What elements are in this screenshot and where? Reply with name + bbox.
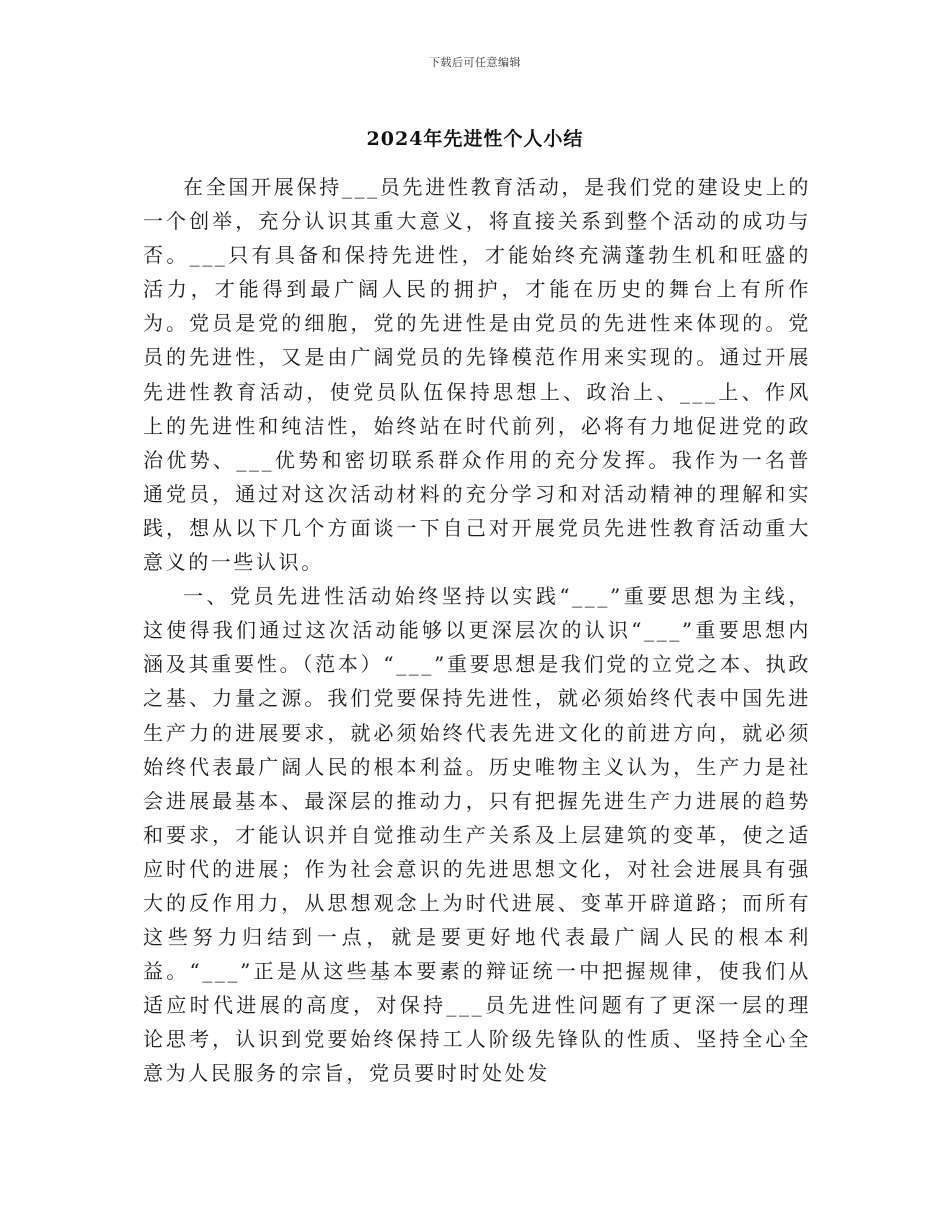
paragraph-intro: 在全国开展保持___员先进性教育活动，是我们党的建设史上的一个创举，充分认识其重大意义，将直接关系到整个活动的成功与否。___只有具备和保持先进性，才能始终充满蓬勃生机和旺盛的活力，才能得到最广阔人民的拥护，才能在历史的舞台上有所作为。党员是党的细胞，党的先进性是由党员的先进性来体现的。党员的先进性，又是由广阔党员的先锋模范作用来实现的。通过开展先进性教育活动，使党员队伍保持思想上、政治上、___上、作风上的先进性和纯洁性，始终站在时代前列，必将有力地促进党的政治优势、___优势和密切联系群众作用的充分发挥。我作为一名普通党员，通过对这次活动材料的充分学习和对活动精神的理解和实践，想从以下几个方面谈一下自己对开展党员先进性教育活动重大意义的一些认识。 [143,175,811,575]
document-body [143,170,811,1091]
header-note: 下载后可任意编辑 [429,56,521,69]
paragraph-section-one: 一、党员先进性活动始终坚持以实践“___”重要思想为主线，这使得我们通过这次活动能够以更深层次的认识“___”重要思想内涵及其重要性。（范本）“___”重要思想是我们党的立党之本、执政之基、力量之源。我们党要保持先进性，就必须始终代表中国先进生产力的进展要求，就必须始终代表先进文化的前进方向，就必须始终代表最广阔人民的根本利益。历史唯物主义认为，生产力是社会进展最基本、最深层的推动力，只有把握先进生产力进展的趋势和要求，才能认识并自觉推动生产关系及上层建筑的变革，使之适应时代的进展；作为社会意识的先进思想文化，对社会进展具有强大的反作用力，从思想观念上为时代进展、变革开辟道路；而所有这些努力归结到一点，就是要更好地代表最广阔人民的根本利益。“___”正是从这些基本要素的辩证统一中把握规律，使我们从适应时代进展的高度，对保持___员先进性问题有了更深一层的理论思考，认识到党要始终保持工人阶级先锋队的性质、坚持全心全意为人民服务的宗旨，党员要时时处处发 [143,584,811,1086]
page-title: 2024年先进性个人小结 [366,128,584,150]
